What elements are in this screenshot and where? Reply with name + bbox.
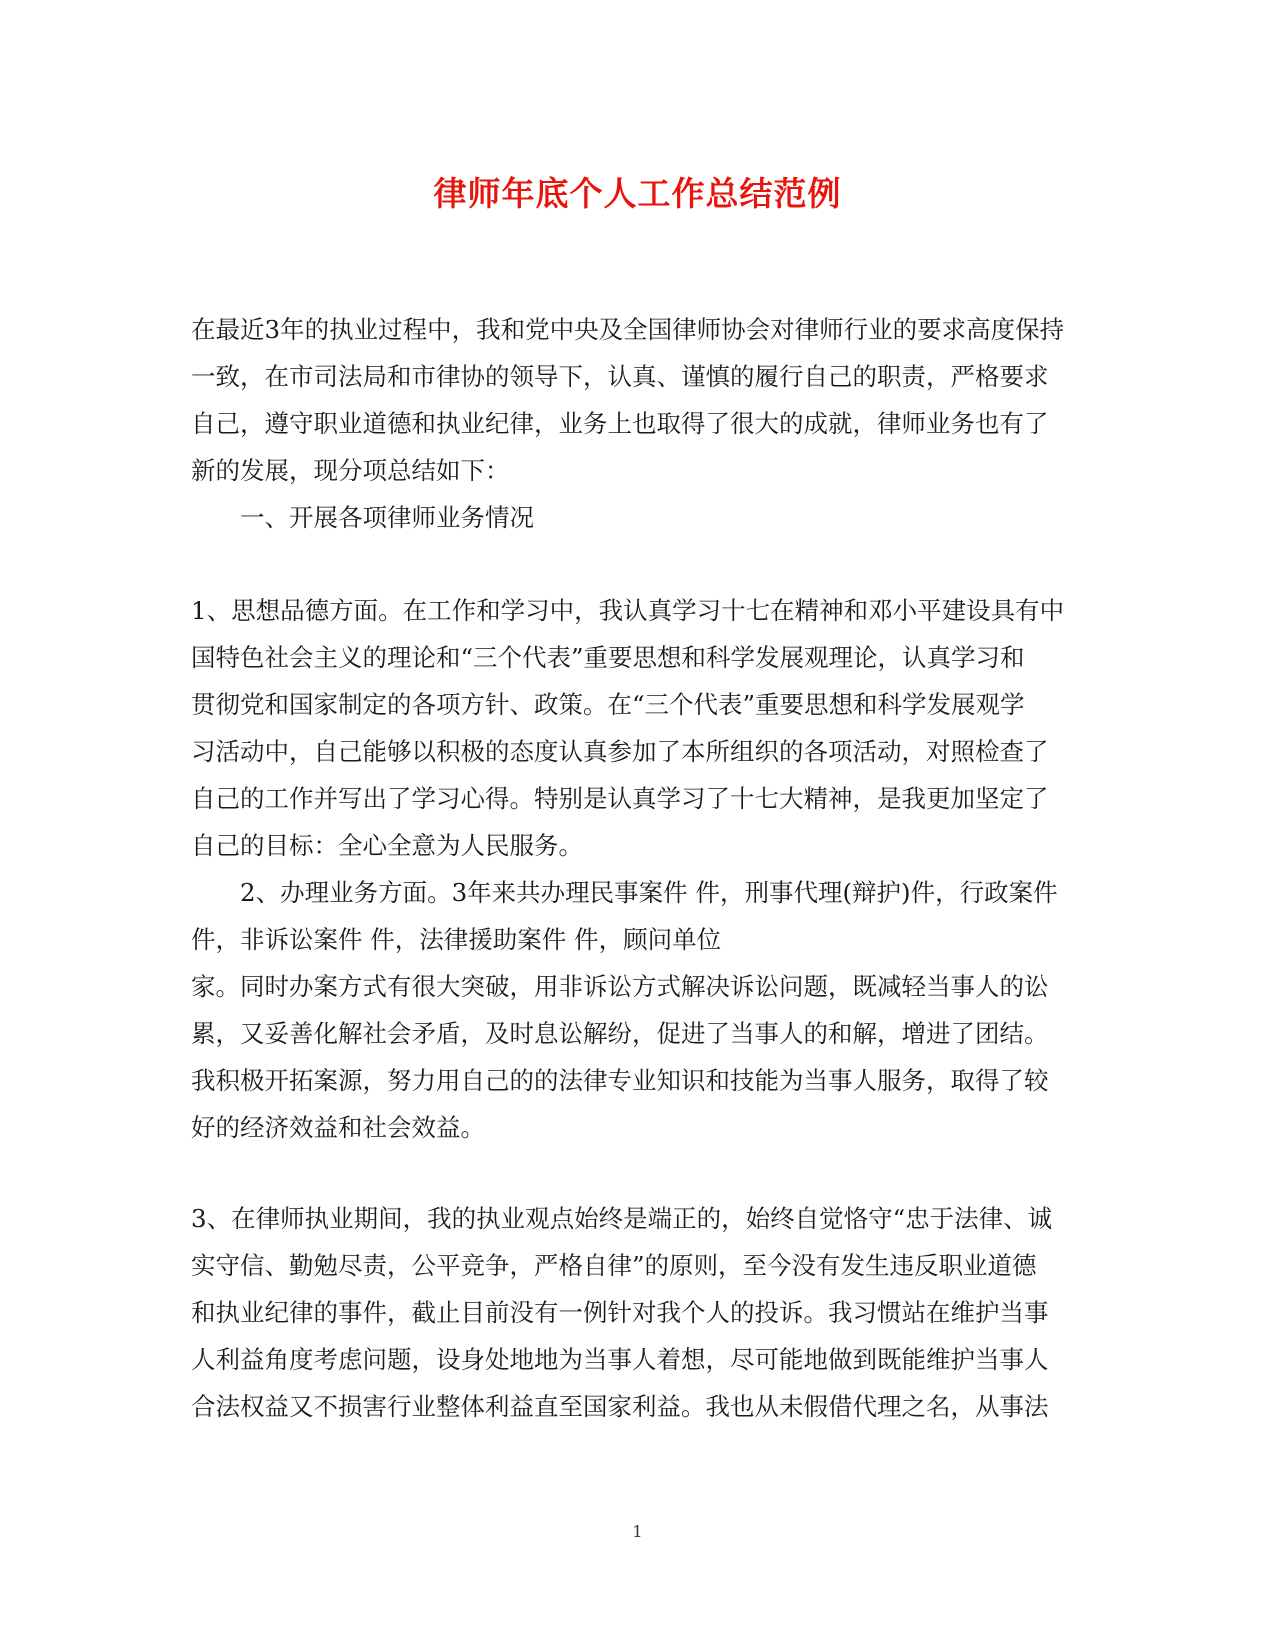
paragraph-line: 国特色社会主义的理论和“三个代表”重要思想和科学发展观理论，认真学习和	[191, 643, 1025, 672]
paragraph-line: 自己的工作并写出了学习心得。特别是认真学习了十七大精神，是我更加坚定了	[191, 784, 1049, 813]
paragraph-line: 新的发展，现分项总结如下：	[191, 456, 510, 485]
page-number: 1	[632, 1522, 643, 1541]
paragraph-line: 1、思想品德方面。在工作和学习中，我认真学习十七在精神和邓小平建设具有中	[191, 596, 1065, 625]
paragraph-line: 贯彻党和国家制定的各项方针、政策。在“三个代表”重要思想和科学发展观学	[191, 690, 1025, 719]
paragraph-line: 我积极开拓案源，努力用自己的的法律专业知识和技能为当事人服务，取得了较	[191, 1066, 1049, 1095]
paragraph-line: 好的经济效益和社会效益。	[191, 1113, 485, 1142]
paragraph-line: 自己，遵守职业道德和执业纪律，业务上也取得了很大的成就，律师业务也有了	[191, 409, 1049, 438]
paragraph-line: 实守信、勤勉尽责，公平竞争，严格自律”的原则，至今没有发生违反职业道德	[191, 1251, 1037, 1280]
paragraph-line: 件，非诉讼案件 件，法律援助案件 件，顾问单位	[191, 925, 722, 954]
paragraph-line: 在最近3年的执业过程中，我和党中央及全国律师协会对律师行业的要求高度保持	[191, 315, 1065, 344]
paragraph-line: 家。同时办案方式有很大突破，用非诉讼方式解决诉讼问题，既减轻当事人的讼	[191, 972, 1049, 1001]
paragraph-line: 自己的目标：全心全意为人民服务。	[191, 831, 583, 860]
paragraph-line: 和执业纪律的事件，截止目前没有一例针对我个人的投诉。我习惯站在维护当事	[191, 1298, 1049, 1327]
paragraph-line: 3、在律师执业期间，我的执业观点始终是端正的，始终自觉恪守“忠于法律、诚	[191, 1204, 1053, 1233]
paragraph-line: 2、办理业务方面。3年来共办理民事案件 件，刑事代理(辩护)件，行政案件	[240, 878, 1058, 907]
section-heading: 一、开展各项律师业务情况	[240, 503, 534, 532]
paragraph-line: 一致，在市司法局和市律协的领导下，认真、谨慎的履行自己的职责，严格要求	[191, 362, 1049, 391]
paragraph-line: 合法权益又不损害行业整体利益直至国家利益。我也从未假借代理之名，从事法	[191, 1392, 1049, 1421]
paragraph-line: 习活动中，自己能够以积极的态度认真参加了本所组织的各项活动，对照检查了	[191, 737, 1049, 766]
paragraph-line: 累，又妥善化解社会矛盾，及时息讼解纷，促进了当事人的和解，增进了团结。	[191, 1019, 1049, 1048]
paragraph-line: 人利益角度考虑问题，设身处地地为当事人着想，尽可能地做到既能维护当事人	[191, 1345, 1049, 1374]
document-title: 律师年底个人工作总结范例	[433, 174, 842, 213]
